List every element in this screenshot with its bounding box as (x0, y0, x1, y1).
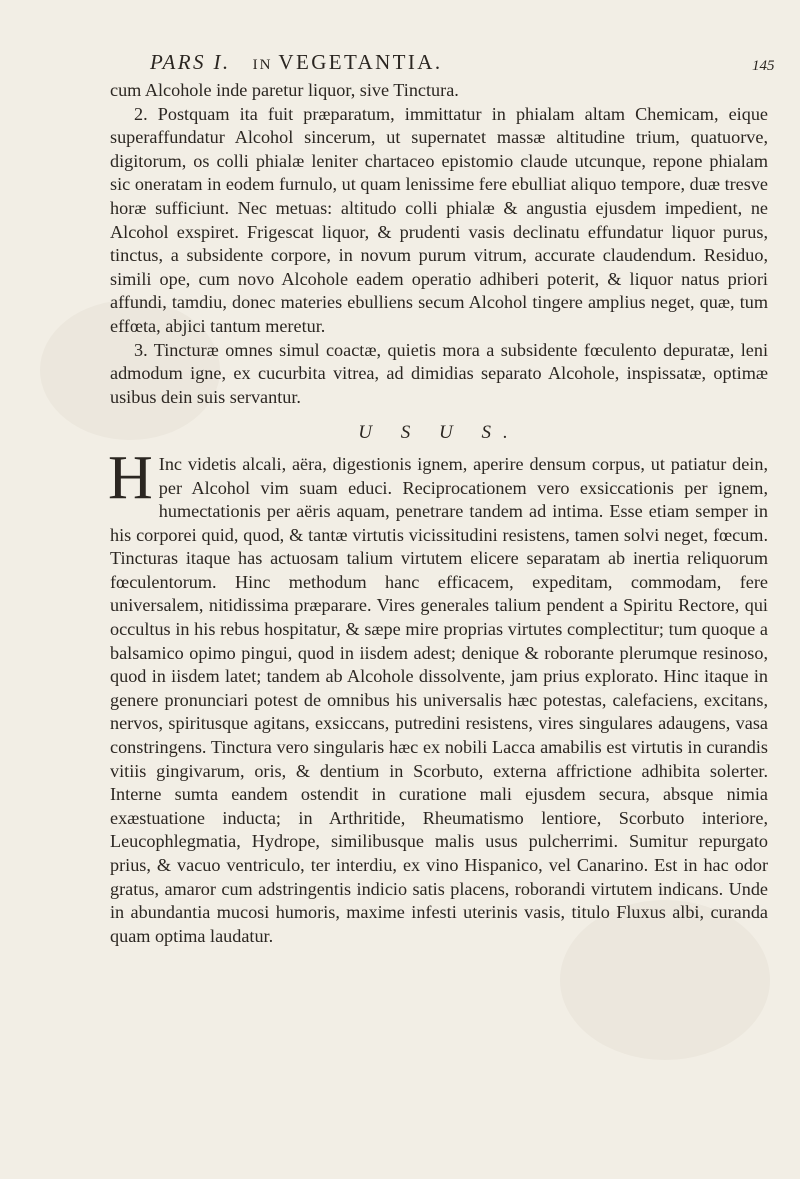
paragraph-2: 2. Postquam ita fuit præparatum, immittatur in phialam altam Chemicam, eique superaffundatur Alcohol sincerum, ut supernatet massæ altitudine trium, quatuorve, digitorum, os colli phialæ leniter chartaceo epistomio claude utcunque, repone phialam sic oneratam in eodem furnulo, ut quam lenissime fere ebulliat aliquo tempore, duæ tresve horæ sufficiunt. Nec metuas: altitudo colli phialæ & angustia ejusdem impedient, ne Alcohol exspiret. Frigescat liquor, & prudenti vasis declinatu effundatur liquor purus, tinctus, a subsidente corpore, in novum purum vitrum, accurate claudendum. Residuo, simili ope, cum novo Alcohole eadem operatio adhiberi poterit, & liquor natus priori affundi, tamdiu, donec materies ebulliens secum Alcohol tingere amplius neget, quæ, tum effœta, abjici tantum meretur. (110, 103, 768, 336)
paragraph-continuation: cum Alcohole inde paretur liquor, sive Tinctura. (110, 80, 459, 100)
header-subject: VEGETANTIA. (278, 50, 443, 74)
usus-paragraph (108, 443, 768, 948)
page-number: 145 (752, 58, 775, 74)
main-text (110, 79, 768, 948)
running-header (150, 50, 710, 75)
paragraph-3: 3. Tincturæ omnes simul coactæ, quietis mora a subsidente fœculento depuratæ, leni admodum igne, ex cucurbita vitrea, ad dimidias separato Alcohole, inspissatæ, optimæ usibus dein suis servantur. (110, 339, 768, 407)
header-in: IN (252, 57, 273, 73)
drop-cap: H (108, 443, 153, 512)
section-title-usus: U S U S. (358, 422, 520, 444)
header-part: PARS I. (150, 50, 231, 74)
usus-text: Inc videtis alcali, aëra, digestionis ignem, aperire densum corpus, ut patiatur dein, per Alcohol vim suam educi. Reciprocationem vero exsiccationis per ignem, humectationis per aëris aquam, penetrare tandem ad intima. Esse etiam semper in his corporei quid, quod, & tantæ virtutis vicissitudini resistens, tamen solvi neget, fœcum. Tincturas itaque has actuosam talium virtutem elicere separatam ab inertia reliquorum fœculentorum. Hinc methodum hanc efficacem, expeditam, commodam, fere universalem, nitidissima præparare. Vires generales talium pendent a Spiritu Rectore, qui occultus in his rebus hospitatur, & sæpe mire proprias virtutes complectitur; tum quoque a balsamico opimo pingui, quod in iisdem adest; denique & roborante plerumque resinoso, quod in iisdem latet; tandem ab Alcohole dissolvente, jam prius explorato. Hinc itaque in genere pronunciari potest de omnibus his universalis hæc potestas, calefaciens, excitans, nervos, spiritusque agitans, exsiccans, putredini resistens, vires singulares adaugens, vasa constringens. Tinctura vero singularis hæc ex nobili Lacca amabilis est virtutis in curandis vitiis gingivarum, oris, & dentium in Scorbuto, externa affrictione adhibita solerter. Interne sumta eandem ostendit in curatione mali ejusdem secura, absque nimia exæstuatione inducta; in Arthritide, Rheumatismo lentiore, Scorbuto interiore, Leucophlegmatia, Hydrope, similibusque malis usus pulcherrimi. Sumitur repurgato prius, & vacuo ventriculo, ter interdiu, ex vino Hispanico, vel Canarino. Est in hac odor gratus, amaror cum adstringentis indicio satis placens, roborandi virtutem indicans. Unde in abundantia mucosi humoris, maxime infesti uterinis vasis, titulo Fluxus albi, curanda quam optima laudatur. (110, 453, 768, 946)
